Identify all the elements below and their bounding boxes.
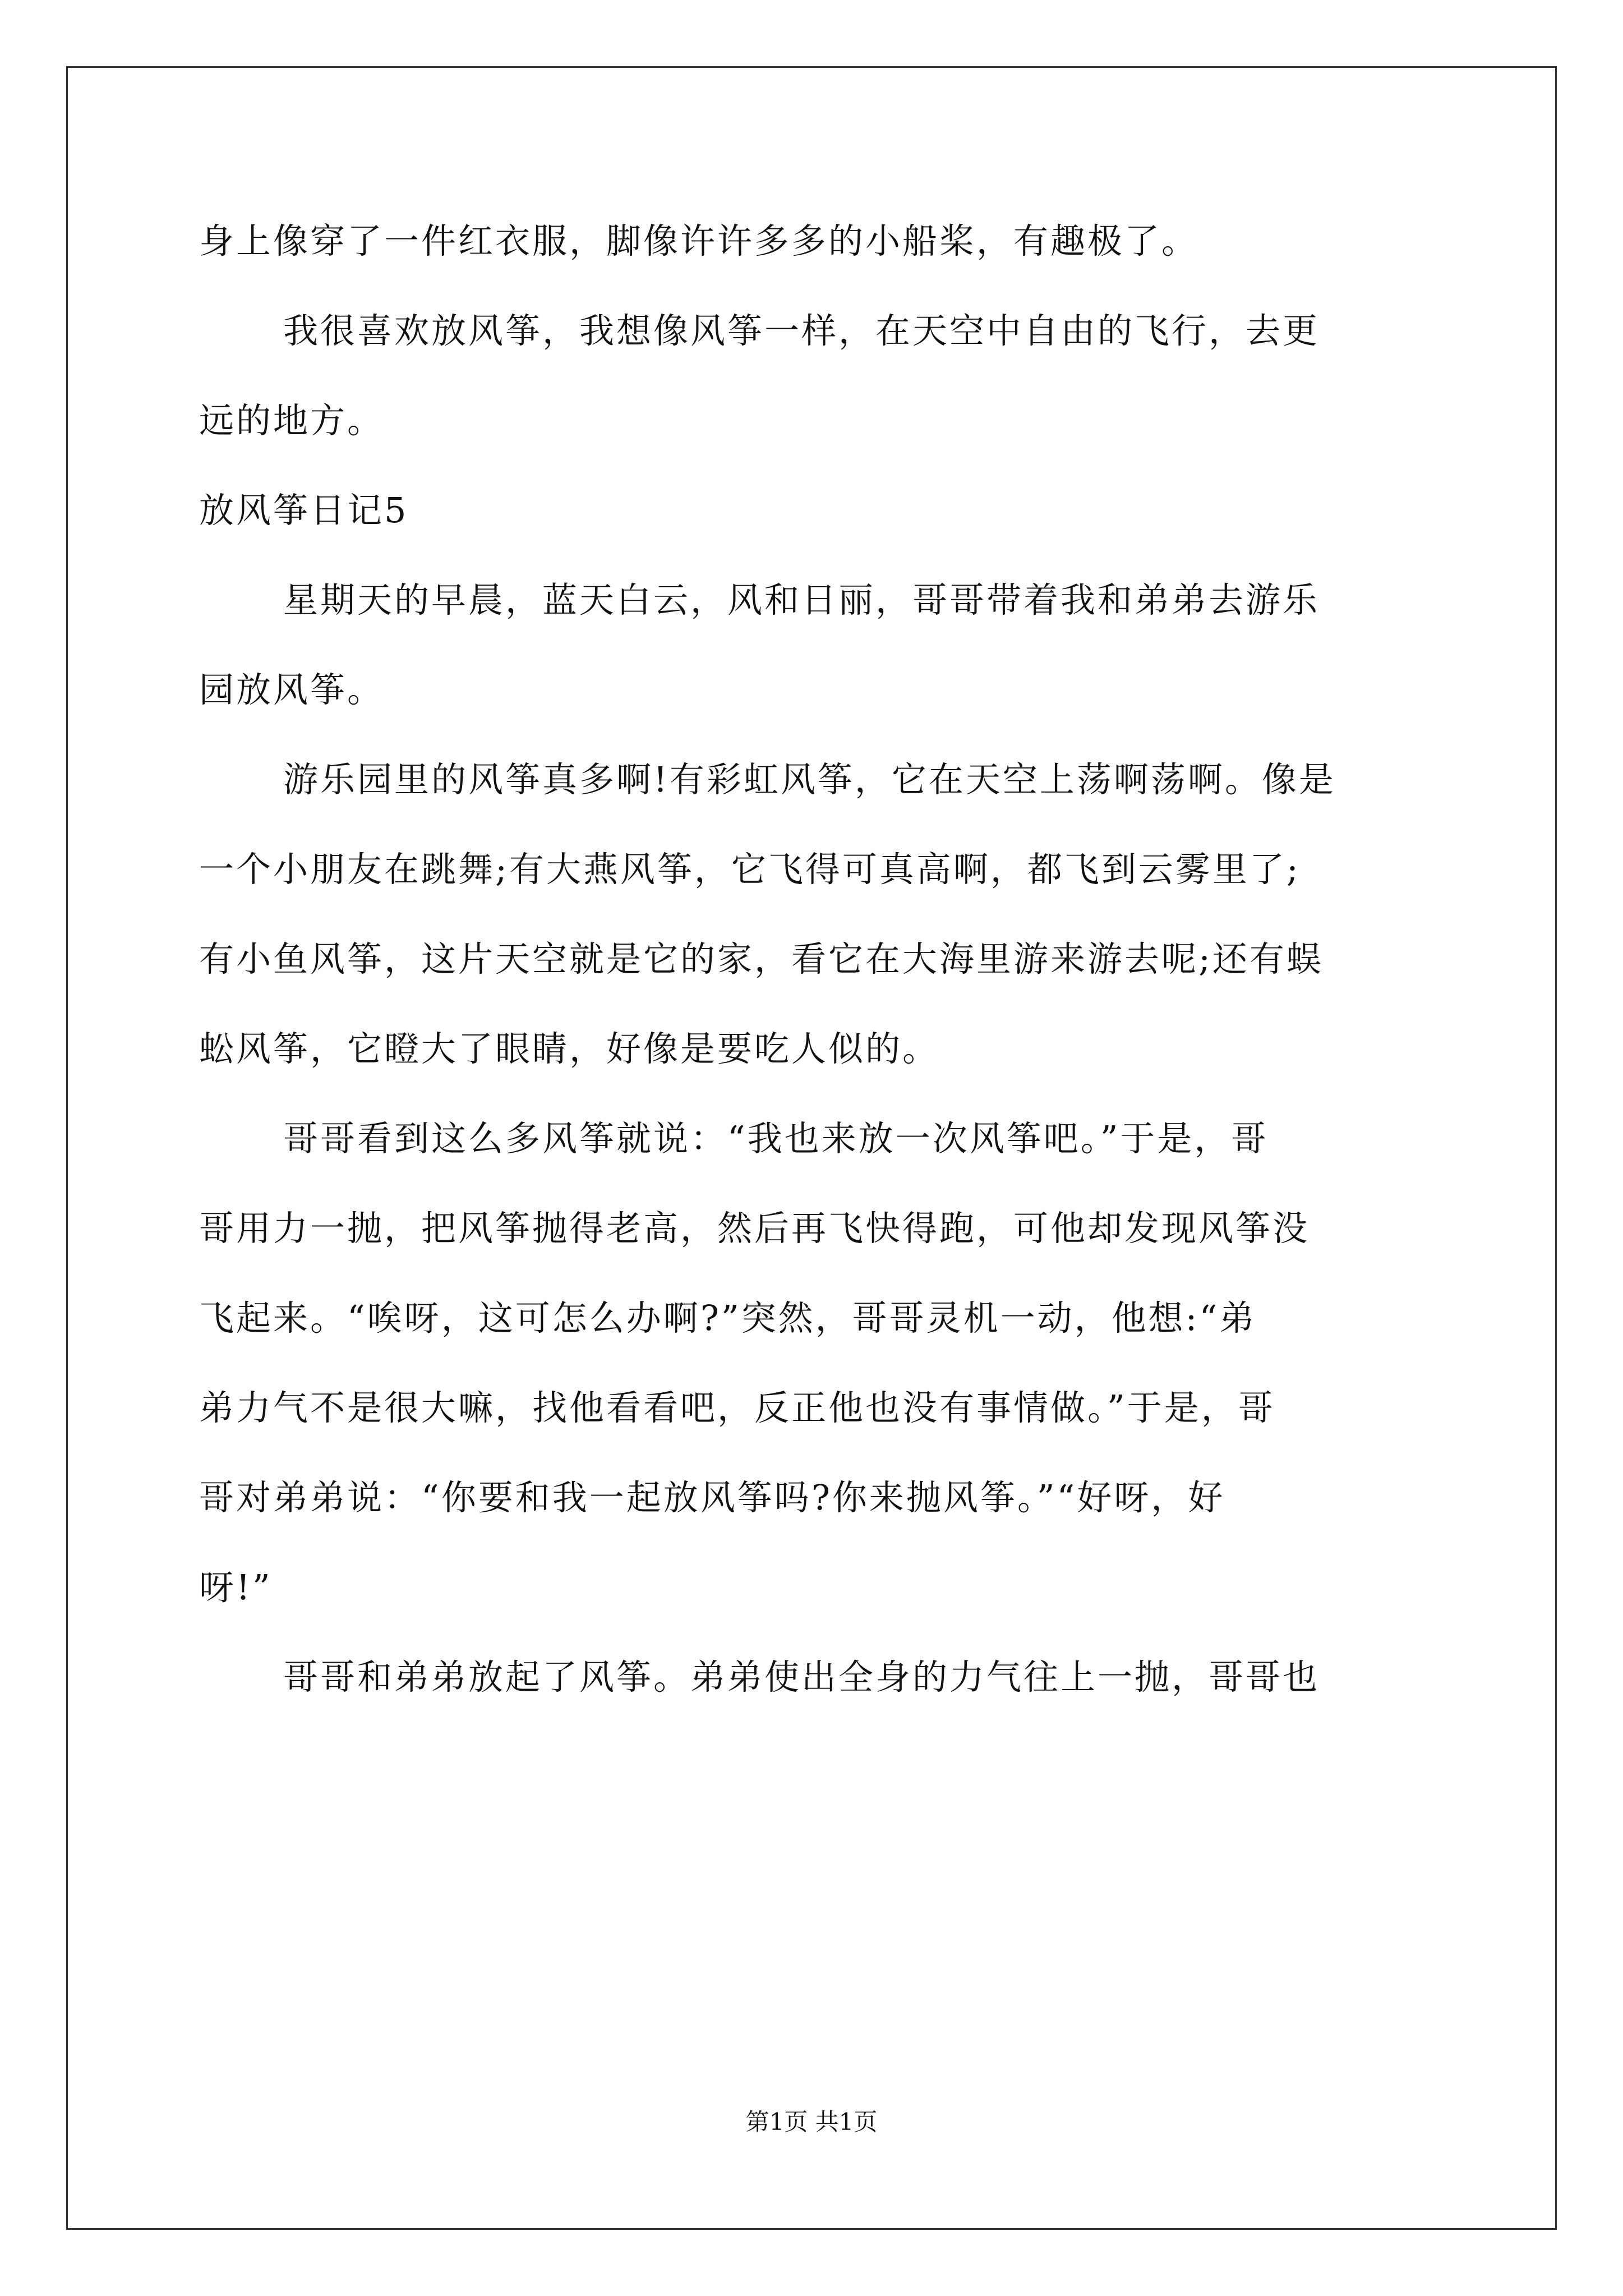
text-line: 游乐园里的风筝真多啊!有彩虹风筝，它在天空上荡啊荡啊。像是	[283, 759, 1336, 800]
text-line: 飞起来。“唉呀，这可怎么办啊?”突然，哥哥灵机一动，他想:“弟	[199, 1297, 1257, 1338]
text-line: 蚣风筝，它瞪大了眼睛，好像是要吃人似的。	[199, 1028, 940, 1069]
text-line: 身上像穿了一件红衣服，脚像许许多多的小船桨，有趣极了。	[199, 220, 1199, 261]
text-line: 星期天的早晨，蓝天白云，风和日丽，哥哥带着我和弟弟去游乐	[283, 579, 1320, 620]
text-line: 呀!”	[199, 1567, 273, 1608]
section-heading: 放风筝日记5	[199, 490, 409, 531]
page-footer: 第1页 共1页	[745, 2108, 878, 2136]
text-line: 我很喜欢放风筝，我想像风筝一样，在天空中自由的飞行，去更	[283, 310, 1320, 351]
text-line: 远的地方。	[199, 400, 385, 441]
text-line: 哥哥和弟弟放起了风筝。弟弟使出全身的力气往上一抛，哥哥也	[283, 1657, 1320, 1697]
text-line: 哥对弟弟说：“你要和我一起放风筝吗?你来抛风筝。”“好呀，好	[199, 1477, 1225, 1518]
text-line: 哥用力一抛，把风筝抛得老高，然后再飞快得跑，可他却发现风筝没	[199, 1208, 1310, 1249]
text-line: 有小鱼风筝，这片天空就是它的家，看它在大海里游来游去呢;还有蜈	[199, 938, 1324, 979]
text-line: 哥哥看到这么多风筝就说：“我也来放一次风筝吧。”于是，哥	[283, 1118, 1269, 1159]
document-body	[199, 196, 1433, 1722]
text-line: 弟力气不是很大嘛，找他看看吧，反正他也没有事情做。”于是，哥	[199, 1387, 1275, 1428]
text-line: 园放风筝。	[199, 669, 385, 710]
text-line: 一个小朋友在跳舞;有大燕风筝，它飞得可真高啊，都飞到云雾里了;	[199, 849, 1301, 890]
